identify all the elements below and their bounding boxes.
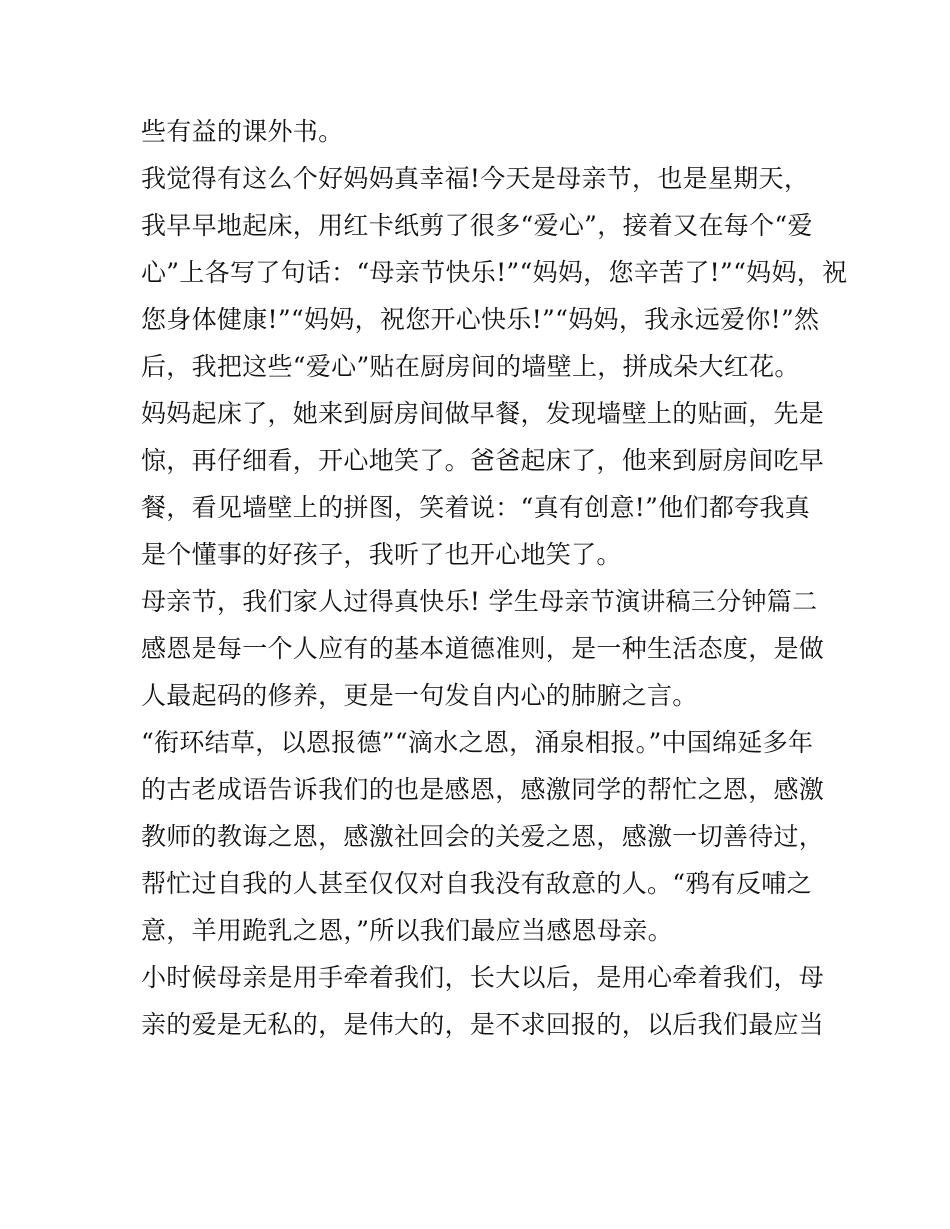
text-line: 是个懂事的好孩子，我听了也开心地笑了。	[141, 540, 622, 569]
text-line: 我觉得有这么个好妈妈真幸福!今天是母亲节，也是星期天，	[141, 164, 810, 193]
text-line: 妈妈起床了，她来到厨房间做早餐，发现墙壁上的贴画，先是	[141, 399, 825, 428]
text-line: 后，我把这些“爱心”贴在厨房间的墙壁上，拼成朵大红花。	[141, 352, 800, 381]
text-line: 的古老成语告诉我们的也是感恩，感激同学的帮忙之恩，感激	[141, 775, 825, 804]
document-body	[141, 108, 848, 1048]
text-line: 我早早地起床，用红卡纸剪了很多“爱心”，接着又在每个“爱	[141, 211, 813, 240]
text-line: 母亲节，我们家人过得真快乐! 学生母亲节演讲稿三分钟篇二	[141, 587, 818, 616]
text-line: 感恩是每一个人应有的基本道德准则，是一种生活态度，是做	[141, 634, 825, 663]
text-line: 亲的爱是无私的，是伟大的，是不求回报的，以后我们最应当	[141, 1010, 825, 1039]
text-line: 心”上各写了句话：“母亲节快乐!”“妈妈，您辛苦了!”“妈妈，祝	[141, 258, 848, 287]
text-line: 些有益的课外书。	[141, 117, 344, 146]
text-line: 餐，看见墙壁上的拼图，笑着说：“真有创意!”他们都夸我真	[141, 493, 811, 522]
text-line: 帮忙过自我的人甚至仅仅对自我没有敌意的人。“鸦有反哺之	[141, 869, 812, 898]
text-line: 惊，再仔细看，开心地笑了。爸爸起床了，他来到厨房间吃早	[141, 446, 825, 475]
text-line: 小时候母亲是用手牵着我们，长大以后，是用心牵着我们，母	[141, 963, 825, 992]
text-line: 意，羊用跪乳之恩，”所以我们最应当感恩母亲。	[141, 916, 673, 945]
text-line: 教师的教诲之恩，感激社回会的关爱之恩，感激一切善待过，	[141, 822, 825, 851]
text-line: 您身体健康!”“妈妈，祝您开心快乐!”“妈妈，我永远爱你!”然	[141, 305, 820, 334]
text-line: “衔环结草，以恩报德”“滴水之恩，涌泉相报。”中国绵延多年	[141, 728, 814, 757]
text-line: 人最起码的修养，更是一句发自内心的肺腑之言。	[141, 681, 698, 710]
